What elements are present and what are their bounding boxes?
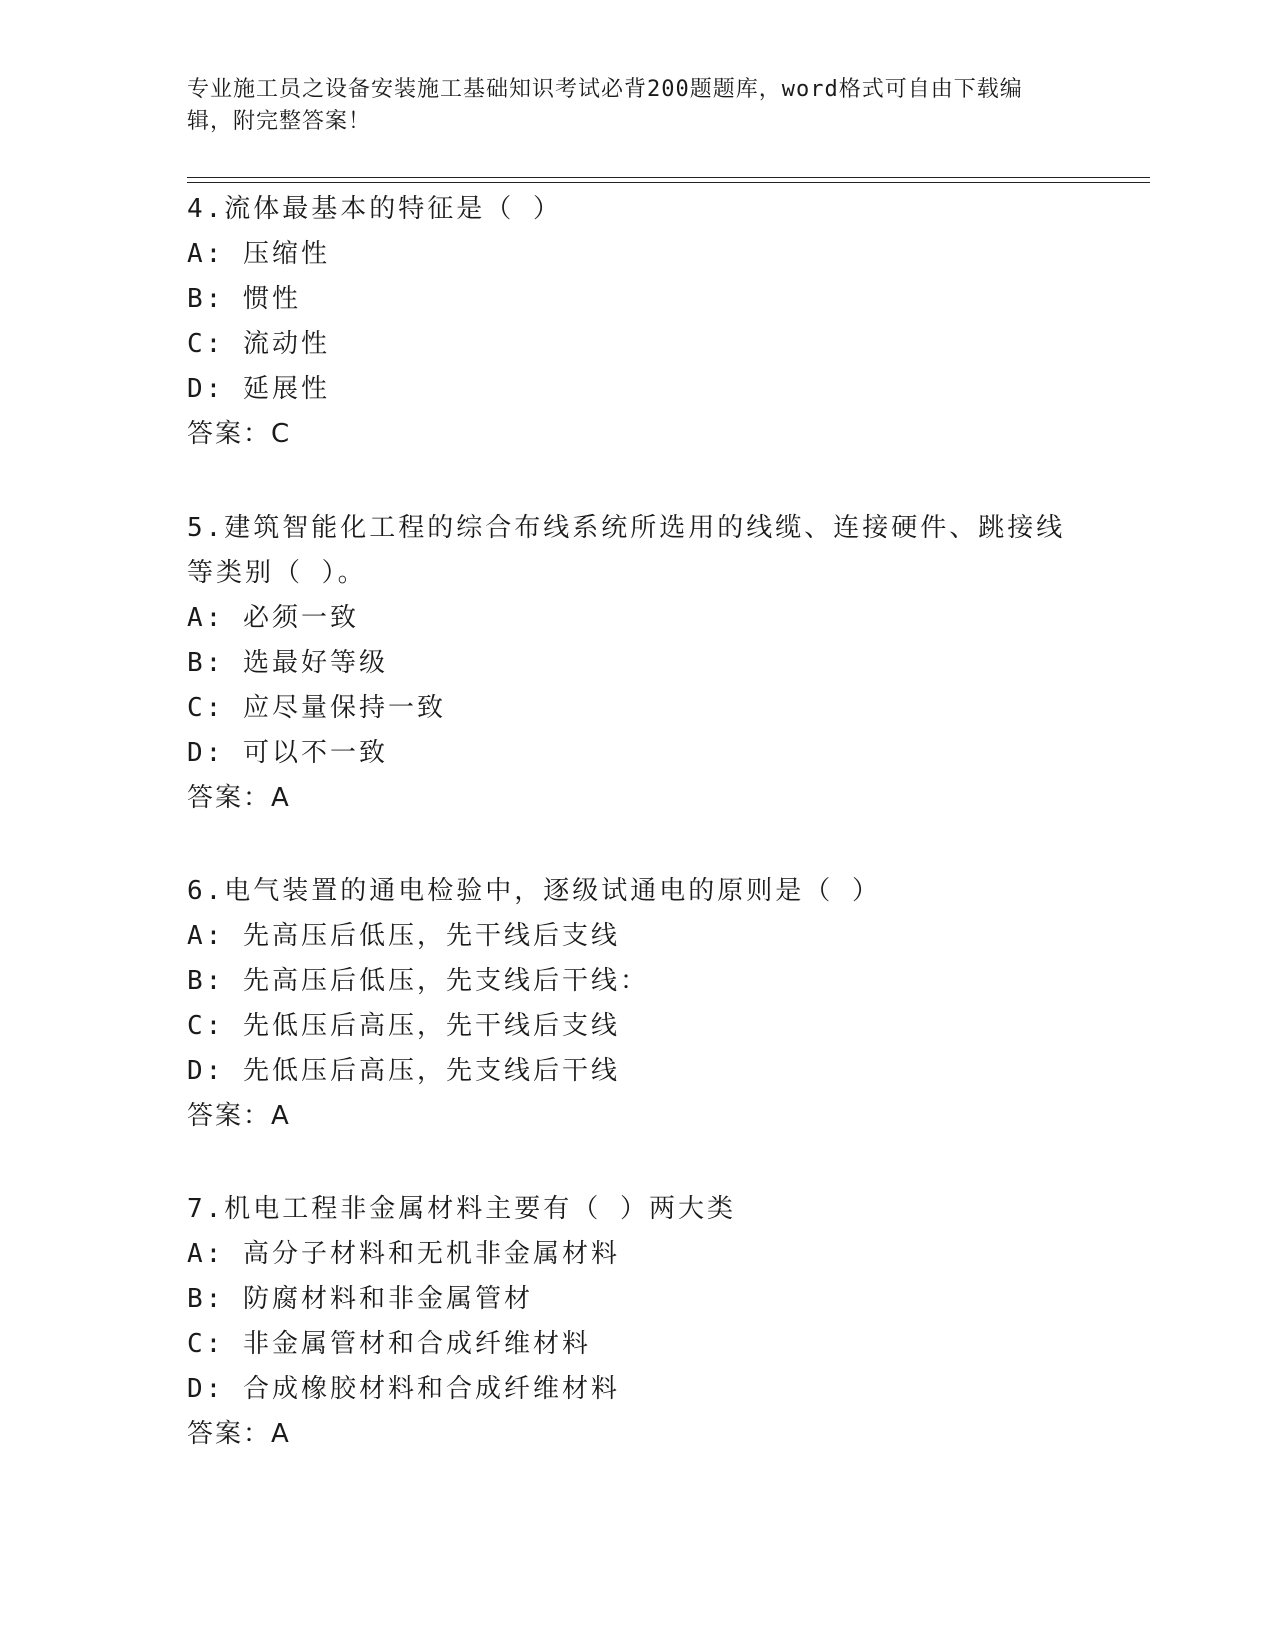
question-stem: 7.机电工程非金属材料主要有（ ）两大类 — [187, 1194, 736, 1224]
option-a: A: 压缩性 — [187, 239, 330, 269]
option-b: B: 惯性 — [187, 284, 301, 314]
question-stem: 6.电气装置的通电检验中，逐级试通电的原则是（ ） — [187, 876, 881, 906]
question-4 — [187, 187, 1087, 457]
option-c: C: 先低压后高压，先干线后支线 — [187, 1011, 620, 1041]
option-d: D: 可以不一致 — [187, 738, 388, 768]
answer: 答案：C — [187, 419, 292, 449]
option-c: C: 非金属管材和合成纤维材料 — [187, 1329, 591, 1359]
option-d: D: 先低压后高压，先支线后干线 — [187, 1056, 620, 1086]
answer: 答案：A — [187, 1419, 291, 1449]
answer: 答案：A — [187, 783, 291, 813]
question-5 — [187, 506, 1087, 821]
option-a: A: 高分子材料和无机非金属材料 — [187, 1239, 620, 1269]
question-6 — [187, 869, 1087, 1139]
option-c: C: 应尽量保持一致 — [187, 693, 446, 723]
option-d: D: 合成橡胶材料和合成纤维材料 — [187, 1374, 620, 1404]
header-divider-top — [187, 177, 1150, 178]
question-7 — [187, 1187, 1087, 1457]
question-stem: 5.建筑智能化工程的综合布线系统所选用的线缆、连接硬件、跳接线等类别（ ）。 — [187, 513, 1066, 588]
option-a: A: 先高压后低压，先干线后支线 — [187, 921, 620, 951]
answer: 答案：A — [187, 1101, 291, 1131]
option-b: B: 选最好等级 — [187, 648, 388, 678]
option-b: B: 防腐材料和非金属管材 — [187, 1284, 533, 1314]
option-a: A: 必须一致 — [187, 603, 359, 633]
header-divider-bottom — [187, 182, 1150, 183]
option-d: D: 延展性 — [187, 374, 330, 404]
option-b: B: 先高压后低压，先支线后干线： — [187, 966, 649, 996]
document-header: 专业施工员之设备安装施工基础知识考试必背200题题库，word格式可自由下载编辑，附完整答案！ — [187, 77, 1023, 134]
question-stem: 4.流体最基本的特征是（ ） — [187, 194, 562, 224]
option-c: C: 流动性 — [187, 329, 330, 359]
